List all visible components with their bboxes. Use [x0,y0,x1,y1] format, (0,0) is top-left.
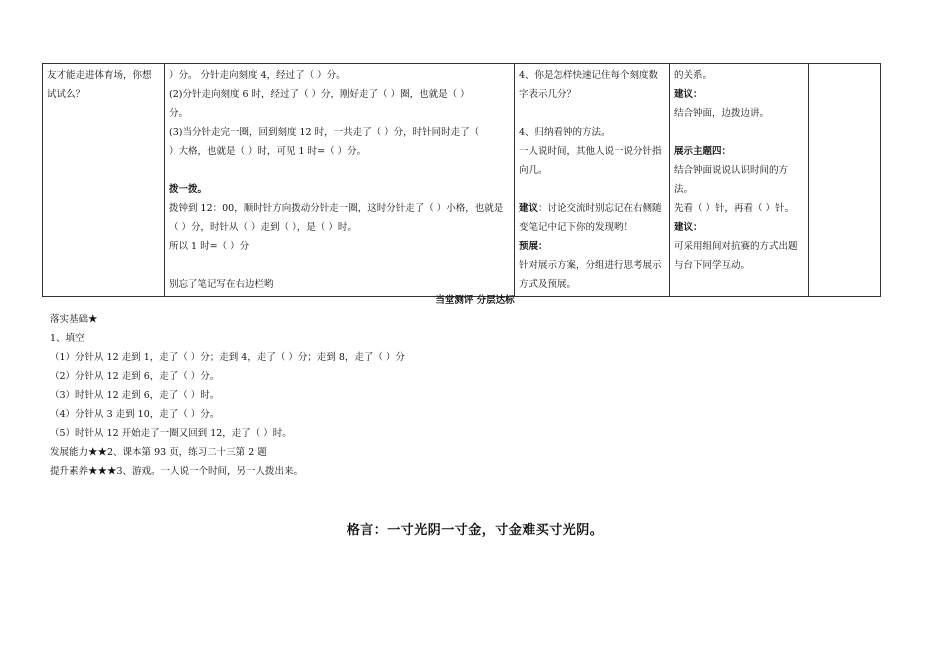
activity-line: （ ）分，时针从（ ）走到（ ），是（ ）时。 [169,222,357,233]
assessment-line: （4）分针从 3 走到 10，走了（ ）分。 [50,409,220,420]
section-title: 当堂测评 分层达标 [435,295,515,306]
topic4-text: 结合钟面说说认识时间的方法。 [674,165,789,195]
cell-notes [809,64,881,297]
cell-discussion [515,64,670,297]
lesson-table [42,63,881,297]
advice-label: 建议： [674,222,703,233]
assessment-line: （1）分针从 12 走到 1，走了（ ）分；走到 4，走了（ ）分；走到 8，走了（ ）分 [50,352,405,363]
topic4-label: 展示主题四： [674,146,732,157]
look-text: 先看（ ）针，再看（ ）针。 [674,203,795,214]
question-4: 4、你是怎样快速记住每个刻度数字表示几分？ [519,70,659,100]
advice-text: 结合钟面，边拨边讲。 [674,108,770,119]
motto: 格言：一寸光阴一寸金，寸金难买寸光阴。 [346,523,604,538]
preview-label: 预展： [519,241,548,252]
intro-text: 友才能走进体育场，你想试试么？ [47,70,152,100]
question-4b: 4、归纳看钟的方法。 [519,127,611,138]
assessment-line: （3）时针从 12 走到 6，走了（ ）时。 [50,390,220,401]
activity-heading: 拨一拨。 [169,184,208,195]
activity-line: 分。 [169,108,189,119]
advice-text: 建议：讨论交流时别忘记在右侧随变笔记中记下你的发现哟！ [519,203,662,233]
assessment-line: 1、填空 [50,333,85,344]
activity-line: ）分。 分针走向刻度 4，经过了（ ）分。 [169,70,346,81]
preview-text: 针对展示方案，分组进行思考展示方式及预展。 [519,260,662,290]
question-4b-text: 一人说时间，其他人说一说分针指向几。 [519,146,662,176]
assessment-line: 落实基础★ [50,314,98,325]
activity-line: (3)当分针走完一圈，回到刻度 12 时，一共走了（ ）分，时针同时走了（ [169,127,480,138]
advice-label: 建议： [674,89,703,100]
assessment-list [50,310,405,481]
activity-line: 拨钟到 12：00，顺时针方向拨动分针走一圈，这时分针走了（ ）小格，也就是 [169,203,504,214]
advice-text: 可采用组间对抗赛的方式出题与台下同学互动。 [674,241,798,271]
activity-note: 别忘了笔记写在右边栏哟 [169,279,274,290]
activity-line: ）大格，也就是（ ）时，可见 1 时=（ ）分。 [169,146,367,157]
cell-intro [43,64,165,297]
assessment-line: （5）时针从 12 开始走了一圈又回到 12，走了（ ）时。 [50,428,292,439]
assessment-line: （2）分针从 12 走到 6，走了（ ）分。 [50,371,220,382]
assessment-line: 发展能力★★2、课本第 93 页，练习二十三第 2 题 [50,447,267,458]
cell-activity [165,64,515,297]
display-line: 的关系。 [674,70,713,81]
assessment-line: 提升素养★★★3、游戏。一人说一个时间，另一人拨出来。 [50,466,304,477]
activity-line: (2)分针走向刻度 6 时，经过了（ ）分，刚好走了（ ）圈，也就是（ ） [169,89,470,100]
advice-label: 建议 [519,203,539,214]
activity-line: 所以 1 时=（ ）分 [169,241,250,252]
cell-display [670,64,809,297]
